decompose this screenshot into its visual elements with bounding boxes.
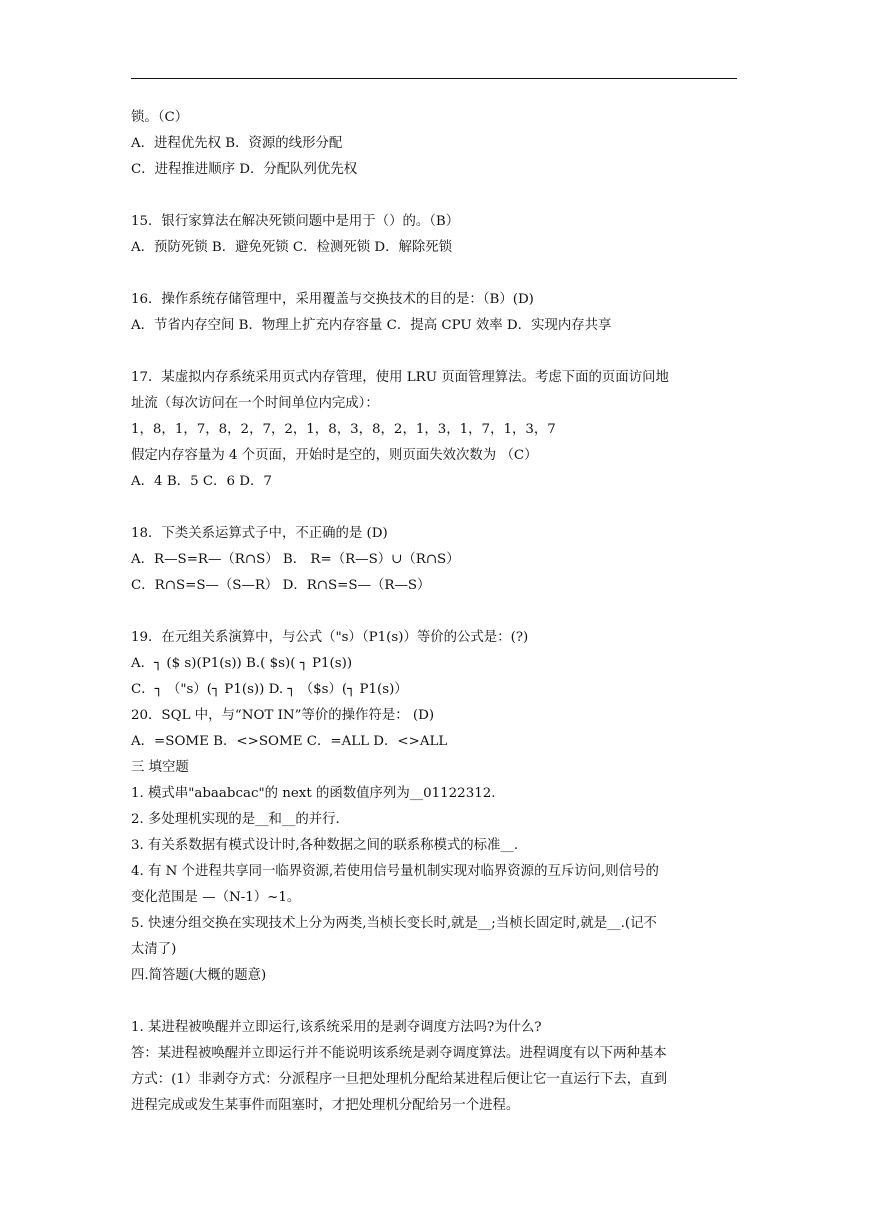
- text-line: 2. 多处理机实现的是__和__的并行.: [131, 812, 340, 827]
- text-line: 1，8，1，7，8，2，7，2，1，8，3，8，2，1，3，1，7，1，3，7: [131, 422, 556, 437]
- header-rule: [131, 78, 737, 79]
- text-line: 址流（每次访问在一个时间单位内完成）：: [131, 396, 379, 411]
- text-line: 19．在元组关系演算中，与公式（"s）（P1(s)）等价的公式是：(?): [131, 630, 529, 645]
- text-line: C．┐ （"s）(┐ P1(s)) D. ┐ （$s）(┐ P1(s)）: [131, 682, 408, 697]
- text-line: 假定内存容量为 4 个页面，开始时是空的，则页面失效次数为 （C）: [131, 448, 538, 463]
- text-line: 锁。（C）: [131, 110, 189, 125]
- text-line: A．进程优先权 B．资源的线形分配: [131, 136, 343, 151]
- text-line: A．4 B．5 C．6 D．7: [131, 474, 272, 489]
- text-line: 1. 某进程被唤醒并立即运行,该系统采用的是剥夺调度方法吗?为什么?: [131, 1020, 542, 1035]
- text-line: A．┐ ($ s)(P1(s)) B.( $s)( ┐ P1(s)): [131, 656, 353, 671]
- blank-line: [131, 339, 737, 365]
- blank-line: [131, 183, 737, 209]
- text-line: 三 填空题: [131, 760, 189, 775]
- text-line: 1. 模式串"abaabcac"的 next 的函数值序列为__01122312.: [131, 786, 496, 801]
- text-line: A．预防死锁 B．避免死锁 C．检测死锁 D．解除死锁: [131, 240, 453, 255]
- text-line: 方式：(1）非剥夺方式：分派程序一旦把处理机分配给某进程后便让它一直运行下去，直到: [131, 1072, 667, 1087]
- text-line: 15．银行家算法在解决死锁问题中是用于（）的。（B）: [131, 214, 460, 229]
- text-line: A．=SOME B．<>SOME C．=ALL D．<>ALL: [131, 734, 448, 749]
- text-line: 进程完成或发生某事件而阻塞时，才把处理机分配给另一个进程。: [131, 1098, 520, 1113]
- text-line: A．R—S=R—（R∩S） B． R=（R—S）∪（R∩S）: [131, 552, 460, 567]
- blank-line: [131, 495, 737, 521]
- text-line: C．R∩S=S—（S—R） D．R∩S=S—（R—S）: [131, 578, 431, 593]
- text-line: 5. 快速分组交换在实现技术上分为两类,当桢长变长时,就是__;当桢长固定时,就是__.(记不: [131, 916, 657, 931]
- text-line: 16．操作系统存储管理中，采用覆盖与交换技术的目的是：（B）(D): [131, 292, 534, 307]
- text-line: 四.简答题(大概的题意): [131, 968, 267, 983]
- blank-line: [131, 599, 737, 625]
- text-line: 4. 有 N 个进程共享同一临界资源,若使用信号量机制实现对临界资源的互斥访问,则信号的: [131, 864, 659, 879]
- text-line: C．进程推进顺序 D．分配队列优先权: [131, 162, 358, 177]
- document-body: [131, 105, 737, 1119]
- text-line: 3. 有关系数据有模式设计时,各种数据之间的联系称模式的标准__.: [131, 838, 519, 853]
- text-line: 18．下类关系运算式子中，不正确的是 (D): [131, 526, 388, 541]
- text-line: 太清了): [131, 942, 177, 957]
- text-line: 答：某进程被唤醒并立即运行并不能说明该系统是剥夺调度算法。进程调度有以下两种基本: [131, 1046, 667, 1061]
- text-line: 20．SQL 中，与“NOT IN”等价的操作符是： (D): [131, 708, 435, 723]
- blank-line: [131, 989, 737, 1015]
- blank-line: [131, 261, 737, 287]
- text-line: 变化范围是 —（N-1）~1。: [131, 890, 301, 905]
- text-line: 17．某虚拟内存系统采用页式内存管理，使用 LRU 页面管理算法。考虑下面的页面访问地: [131, 370, 669, 385]
- text-line: A．节省内存空间 B．物理上扩充内存容量 C．提高 CPU 效率 D．实现内存共享: [131, 318, 612, 333]
